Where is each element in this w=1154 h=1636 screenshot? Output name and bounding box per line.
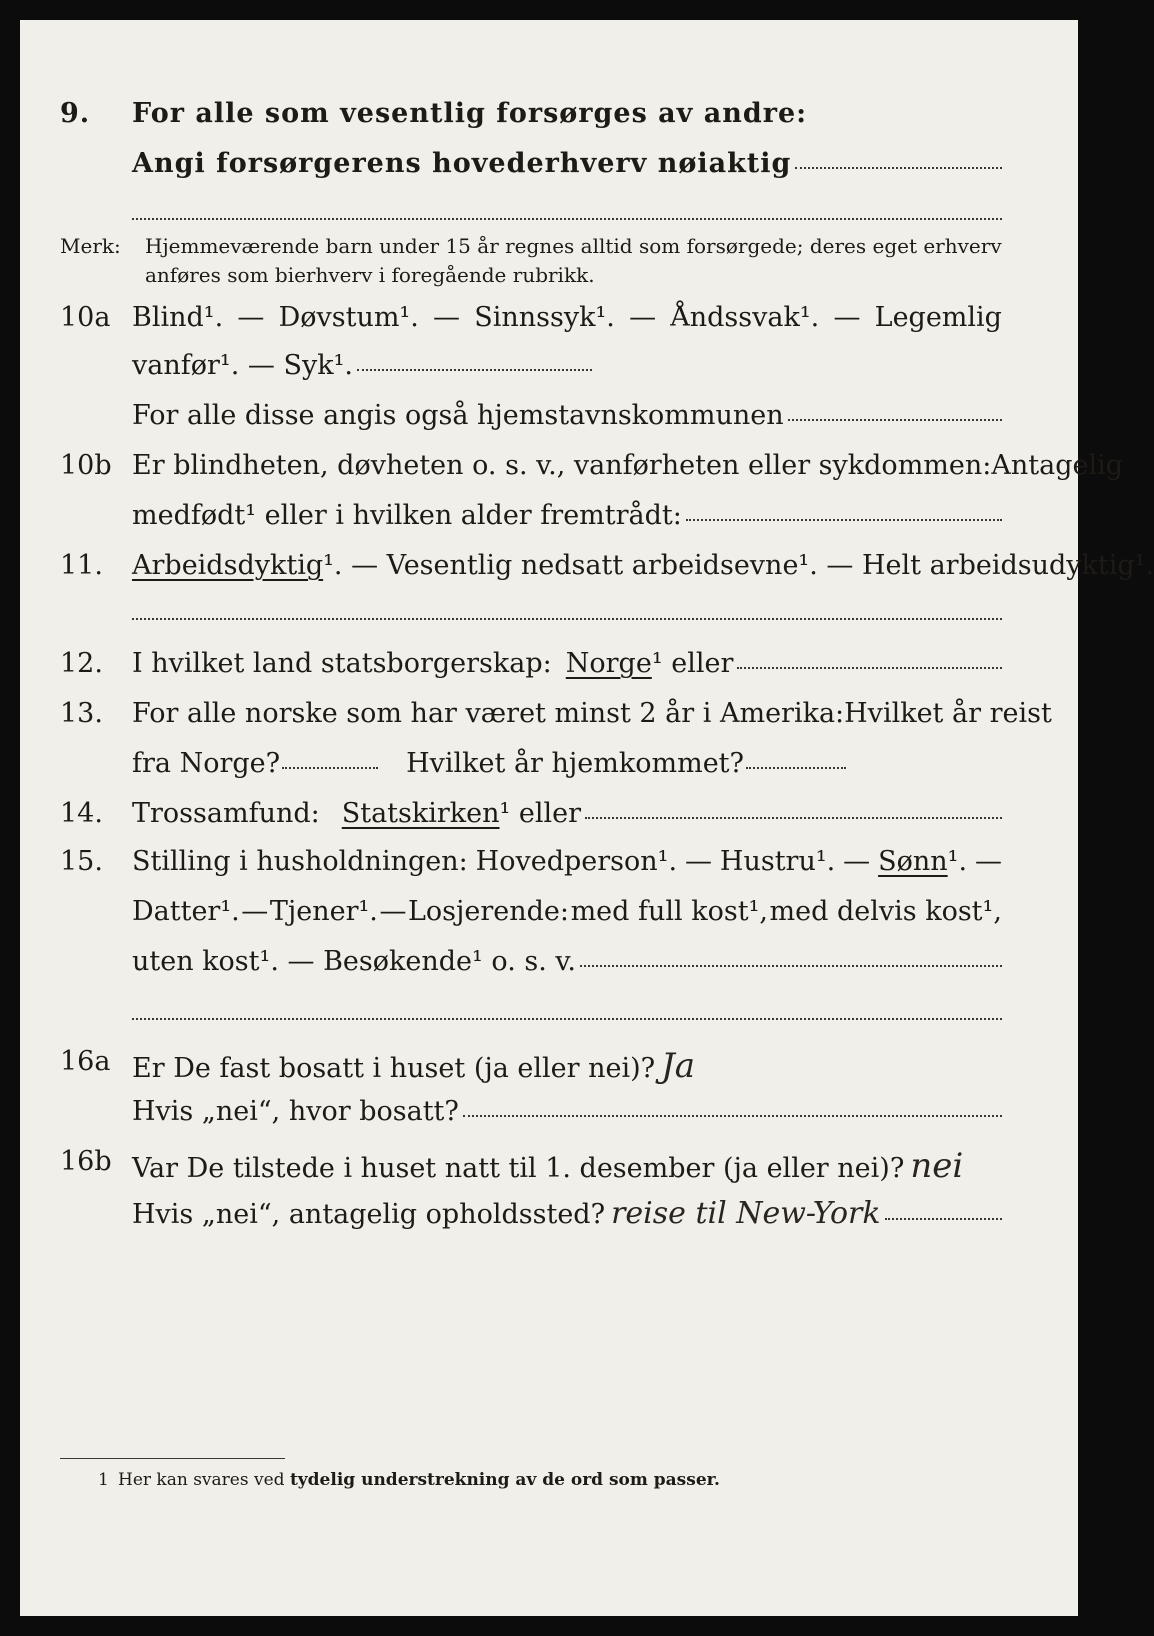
dash: —: [433, 302, 461, 333]
q13-number: 13.: [60, 698, 103, 729]
q15-daughter[interactable]: Datter¹.: [132, 896, 240, 927]
merk-text-2: anføres som bierhverv i foregående rubrikk.: [145, 263, 595, 287]
q15-full-board[interactable]: med full kost¹,: [570, 896, 768, 927]
q9-number: 9.: [60, 98, 91, 129]
q10b-answer-line[interactable]: [686, 519, 1002, 521]
q16a-answer-line[interactable]: [463, 1115, 1002, 1117]
dash: —: [833, 302, 861, 333]
q12-question: I hvilket land statsborgerskap:: [132, 648, 552, 679]
q15-wife[interactable]: Hustru¹.: [719, 846, 836, 877]
q10a-number: 10a: [60, 302, 111, 333]
q16b-answer-line[interactable]: [885, 1218, 1002, 1220]
q10b-question: Er blindheten, døvheten o. s. v., vanførheten eller sykdommen:: [132, 450, 992, 481]
q14-number: 14.: [60, 798, 103, 829]
q14-state-church[interactable]: Statskirken: [341, 798, 500, 829]
q10a-blind[interactable]: Blind¹.: [132, 302, 224, 333]
q16b-residence: Hvis „nei“, antagelig opholdssted?: [132, 1199, 606, 1230]
footnote-rule: [60, 1458, 285, 1459]
dash: —: [974, 846, 1002, 877]
footnote-bold-text: tydelig understrekning av de ord som passer.: [289, 1470, 720, 1490]
census-form-page: [20, 20, 1154, 1616]
q15-question: Stilling i husholdningen:: [132, 846, 468, 877]
q12-number: 12.: [60, 648, 103, 679]
q15-number: 15.: [60, 846, 103, 877]
q13-year-returned: Hvilket år hjemkommet?: [406, 748, 745, 779]
footnote-mark: 1: [98, 1470, 109, 1490]
q10a-insane[interactable]: Sinnssyk¹.: [474, 302, 615, 333]
q11-options[interactable]: ¹. — Vesentlig nedsatt arbeidsevne¹. — Helt arbeidsudyktig¹.: [323, 550, 1154, 581]
q13-departure-line[interactable]: [282, 767, 378, 769]
q16a-number: 16a: [60, 1046, 111, 1077]
q14-answer-line[interactable]: [585, 817, 1002, 819]
q13-year-left: Hvilket år reist: [844, 698, 1052, 729]
q13-question: For alle norske som har været minst 2 år i Amerika:: [132, 698, 845, 729]
q10b-prompt: medfødt¹ eller i hvilken alder fremtrådt:: [132, 500, 682, 531]
q15-answer-line-2[interactable]: [132, 1018, 1002, 1020]
q9-answer-line[interactable]: [795, 167, 1002, 169]
q9-prompt: Angi forsørgerens hovederhverv nøiaktig: [132, 148, 792, 179]
q15-head[interactable]: Hovedperson¹.: [475, 846, 678, 877]
q16a-where: Hvis „nei“, hvor bosatt?: [132, 1096, 459, 1127]
q15-answer-line[interactable]: [580, 965, 1002, 967]
q15-no-board-visitor[interactable]: uten kost¹. — Besøkende¹ o. s. v.: [132, 946, 577, 977]
q15-son-suffix: ¹.: [947, 846, 968, 877]
q15-lodger: Losjerende:: [407, 896, 570, 927]
dash: —: [237, 302, 265, 333]
q11-answer-line[interactable]: [132, 618, 1002, 620]
q10b-number: 10b: [60, 450, 112, 481]
q12-answer-line[interactable]: [737, 667, 1002, 669]
q16b-question: Var De tilstede i huset natt til 1. desember (ja eller nei)?: [132, 1153, 905, 1184]
q14-or: ¹ eller: [499, 798, 582, 829]
q13-return-line[interactable]: [746, 767, 846, 769]
q10a-physical[interactable]: Legemlig: [874, 302, 1002, 333]
footnote-text: Her kan svares ved: [118, 1470, 290, 1490]
q10b-probably: Antagelig: [991, 450, 1124, 481]
dash: —: [843, 846, 871, 877]
q12-or: ¹ eller: [651, 648, 734, 679]
q11-number: 11.: [60, 550, 103, 581]
dash: —: [684, 846, 712, 877]
q14-question: Trossamfund:: [132, 798, 320, 829]
q15-son[interactable]: Sønn: [878, 846, 948, 877]
q11-able-to-work[interactable]: Arbeidsdyktig: [132, 550, 324, 581]
q10a-answer-line[interactable]: [357, 369, 592, 371]
q15-servant[interactable]: Tjener¹.: [269, 896, 378, 927]
merk-label: Merk:: [60, 234, 121, 258]
q10a-deaf[interactable]: Døvstum¹.: [278, 302, 419, 333]
q16b-number: 16b: [60, 1146, 112, 1177]
q9-answer-line-2[interactable]: [132, 218, 1002, 220]
q10a-municipality-line[interactable]: [788, 419, 1002, 421]
q9-heading: For alle som vesentlig forsørges av andre:: [132, 98, 808, 129]
q13-from-norway: fra Norge?: [132, 748, 281, 779]
q12-norway[interactable]: Norge: [565, 648, 652, 679]
q16a-answer[interactable]: Ja: [661, 1046, 696, 1086]
dash: —: [629, 302, 657, 333]
dash: —: [379, 896, 407, 927]
q16b-answer[interactable]: nei: [910, 1146, 964, 1186]
q10a-disabled-sick[interactable]: vanfør¹. — Syk¹.: [132, 350, 353, 381]
q10a-mental[interactable]: Åndssvak¹.: [670, 302, 820, 333]
q16b-residence-answer[interactable]: reise til New-York: [611, 1196, 881, 1231]
merk-text-1: Hjemmeværende barn under 15 år regnes alltid som forsørgede; deres eget erhverv: [145, 234, 1002, 258]
q16a-question: Er De fast bosatt i huset (ja eller nei)?: [132, 1053, 656, 1084]
q15-partial-board[interactable]: med delvis kost¹,: [769, 896, 1002, 927]
q10a-home-municipality: For alle disse angis også hjemstavnskommunen: [132, 400, 784, 431]
q10a-conditions: [132, 302, 1002, 333]
dash: —: [241, 896, 269, 927]
